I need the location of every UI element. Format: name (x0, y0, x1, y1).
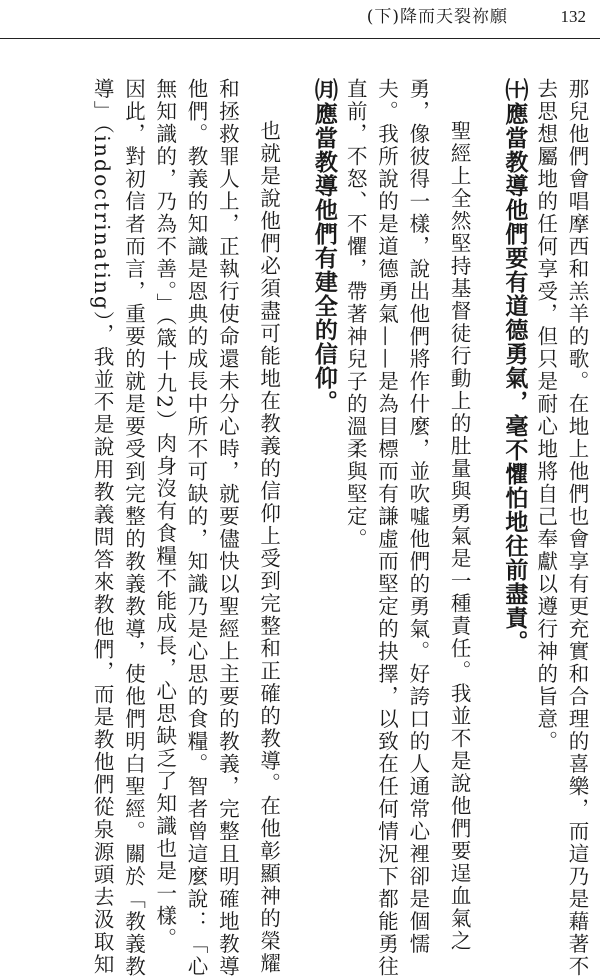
paragraph-line-9: 他們。教義的知識是恩典的成長中所不可缺的，知識乃是心思的食糧。智者曾這麼說：「心 (184, 78, 209, 978)
body-text (86, 78, 592, 978)
section-heading-10: ㈩應當教導他們要有道德勇氣，毫不懼怕地往前盡責。 (501, 78, 528, 654)
paragraph-line-10: 無知識的，乃為不善。」（箴十九2）肉身沒有食糧不能成長，心思缺乏了知識也是一樣。 (152, 78, 177, 951)
paragraph-line-12: 導」（indoctrinating），我並不是說用教義問答來教他們，而是教他們從泉源頭去汲取知 (90, 78, 115, 976)
page-number: 132 (560, 7, 586, 26)
paragraph-line-8: 和拯救罪人上，正執行使命還未分心時，就要儘快以聖經上主要的教義，完整且明確地教導 (215, 78, 240, 978)
section-heading-11: ㈪應當教導他們有建全的信仰。 (310, 78, 337, 414)
chapter-title: (下)降而天裂祢願 (366, 7, 508, 27)
paragraph-line-6: 直前，不怒、不懼，帶著神兒子的溫柔與堅定。 (343, 78, 368, 551)
paragraph-line-7: 也就是說他們必須盡可能地在教義的信仰上受到完整和正確的教導。在他彰顯神的榮耀 (256, 120, 281, 975)
running-header (0, 5, 600, 29)
paragraph-line-11: 因此，對初信者而言，重要的就是要受到完整的教義教導，使他們明白聖經。關於「教義教 (121, 78, 146, 978)
paragraph-line-2: 去思想屬地的任何享受，但只是耐心地將自己奉獻以遵行神的旨意。 (533, 78, 558, 753)
paragraph-line-1: 那兒他們會唱摩西和羔羊的歌。在地上他們也會享有更充實和合理的喜樂，而這乃是藉著不 (565, 78, 589, 978)
paragraph-line-5: 夫。我所說的是道德勇氣——是為目標而有謙虛而堅定的抉擇，以致在任何情況下都能勇往 (374, 78, 399, 978)
header-rule (0, 38, 600, 39)
paragraph-line-4: 勇，像彼得一樣，說出他們將作什麼，並吹噓他們的勇氣。好誇口的人通常心裡卻是個懦 (405, 78, 430, 956)
paragraph-line-3: 聖經上全然堅持基督徒行動上的肚量與勇氣是一種責任。我並不是說他們要逞血氣之 (447, 120, 472, 953)
